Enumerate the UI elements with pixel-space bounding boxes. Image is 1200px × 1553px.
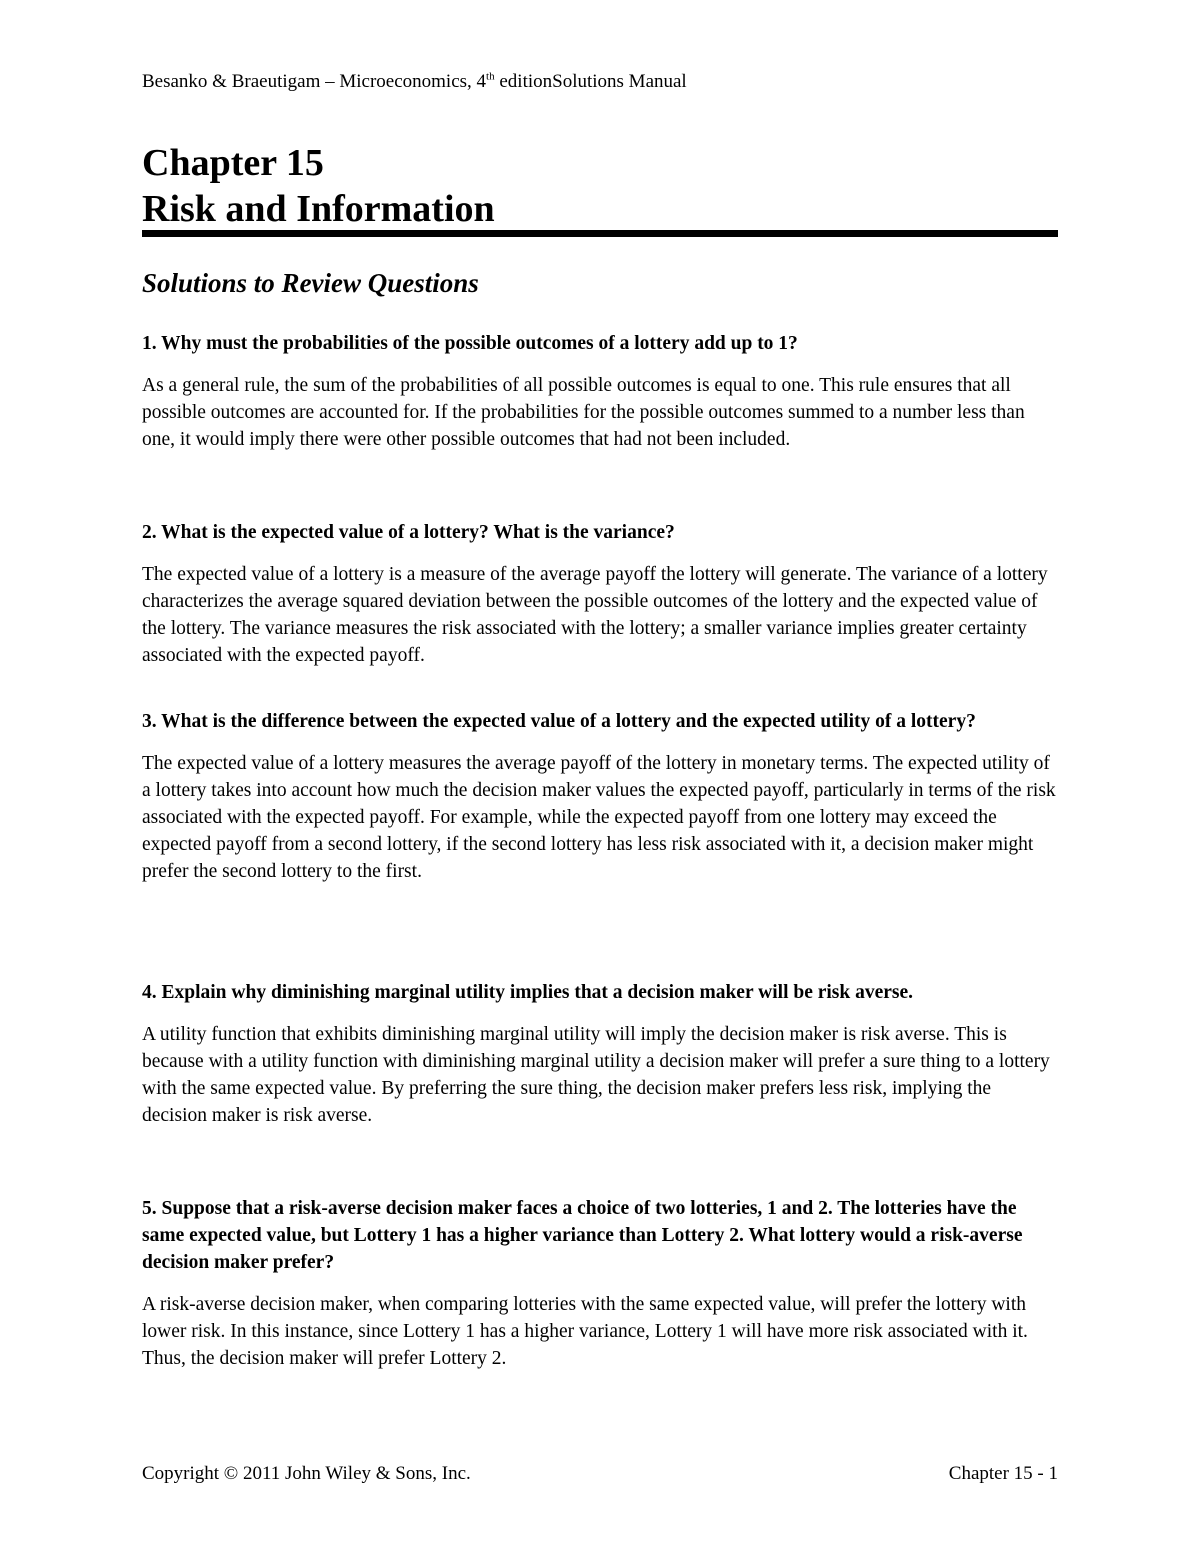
chapter-title-block	[142, 140, 1058, 232]
chapter-title: Risk and Information	[142, 188, 495, 230]
question-block-3	[142, 708, 1060, 885]
answer-text: As a general rule, the sum of the probabilities of all possible outcomes is equal to one. This rule ensures that all possible outcomes are accounted for. If the probabilities for the possible outcomes summed to a number less than one, it would imply there were other possible outcomes that had not been included.	[142, 375, 1025, 450]
question-block-1	[142, 330, 1060, 453]
edition-superscript: th	[486, 70, 495, 83]
section-heading: Solutions to Review Questions	[142, 268, 479, 298]
answer-text: The expected value of a lottery is a measure of the average payoff the lottery will generate. The variance of a lottery characterizes the average squared deviation between the possible outcomes of the lottery and the expected value of the lottery. The variance measures the risk associated with the lottery; a smaller variance implies greater certainty associated with the expected payoff.	[142, 564, 1048, 666]
footer-copyright: Copyright © 2011 John Wiley & Sons, Inc.	[142, 1463, 471, 1484]
question-block-2	[142, 519, 1060, 669]
footer-page-number: Chapter 15 - 1	[948, 1463, 1058, 1484]
running-header-suffix: editionSolutions Manual	[494, 71, 687, 92]
answer-text: A utility function that exhibits diminishing marginal utility will imply the decision maker is risk averse. This is because with a utility function with diminishing marginal utility a decision maker will prefer a sure thing to a lottery with the same expected value. By preferring the sure thing, the decision maker prefers less risk, implying the decision maker is risk averse.	[142, 1024, 1050, 1126]
question-text: 4. Explain why diminishing marginal utility implies that a decision maker will be risk averse.	[142, 982, 914, 1003]
question-block-5	[142, 1195, 1060, 1372]
question-text: 3. What is the difference between the expected value of a lottery and the expected utility of a lottery?	[142, 711, 976, 732]
running-header-text: Besanko & Braeutigam – Microeconomics, 4	[142, 71, 487, 92]
question-text: 1. Why must the probabilities of the possible outcomes of a lottery add up to 1?	[142, 333, 798, 354]
running-header	[142, 70, 687, 94]
title-divider	[142, 230, 1058, 237]
chapter-number: Chapter 15	[142, 142, 324, 184]
question-block-4	[142, 979, 1060, 1129]
question-text: 5. Suppose that a risk-averse decision maker faces a choice of two lotteries, 1 and 2. The lotteries have the same expected value, but Lottery 1 has a higher variance than Lottery 2. What lottery would a risk-averse decision maker prefer?	[142, 1198, 1023, 1273]
answer-text: The expected value of a lottery measures the average payoff of the lottery in monetary terms. The expected utility of a lottery takes into account how much the decision maker values the expected payoff, particularly in terms of the risk associated with the expected payoff. For example, while the expected payoff from one lottery may exceed the expected payoff from a second lottery, if the second lottery has less risk associated with it, a decision maker might prefer the second lottery to the first.	[142, 753, 1056, 882]
answer-text: A risk-averse decision maker, when comparing lotteries with the same expected value, will prefer the lottery with lower risk. In this instance, since Lottery 1 has a higher variance, Lottery 1 will have more risk associated with it. Thus, the decision maker will prefer Lottery 2.	[142, 1294, 1028, 1369]
question-text: 2. What is the expected value of a lottery? What is the variance?	[142, 522, 675, 543]
